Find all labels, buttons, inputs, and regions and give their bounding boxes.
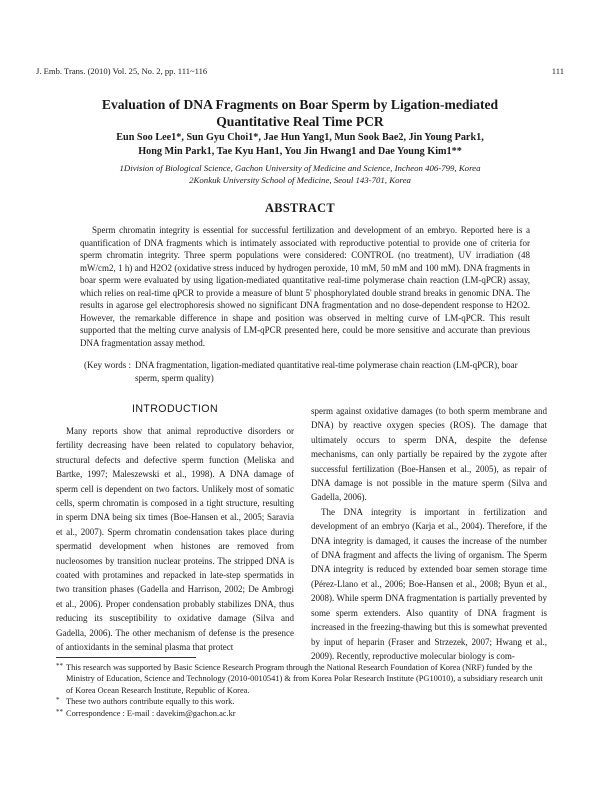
intro-paragraph: Many reports show that animal reproductive disorders or fertility decreasing have been related to copulatory behavior, structural defects and defective sperm function (Meliska and Bartke, 1997; Maleszewski et al., 1998). A DNA damage of sperm cell is dependent on two factors. Unlikely most of somatic cells, sperm chromatin is composed in a tight structure, resulting in sperm DNA being six times (Boe-Hansen et al., 2005; Saravia et al., 2007). Sperm chromatin condensation takes place during spermatid development when histones are removed from nucleosomes by transition nuclear proteins. The stripped DNA is coated with protamines and repacked in late-step spermatids in two transition phases (Gadella and Harrison, 2002; De Ambrogi et al., 2006). Proper condensation probably stabilizes DNA, thus reducing its susceptibility to oxidative damage (Silva and Gadella, 2006). The other mechanism of defense is the presence of antioxidants in the seminal plasma that protect bbox=[56, 426, 294, 653]
introduction-heading: INTRODUCTION bbox=[131, 403, 218, 415]
title-line-2: Quantitative Real Time PCR bbox=[216, 114, 384, 129]
footnote-mark: ** bbox=[56, 707, 63, 716]
keywords-text: DNA fragmentation, ligation-mediated quantitative real-time polymerase chain reaction (LM-qPCR), boar sperm, sperm quality) bbox=[135, 360, 518, 383]
title-line-1: Evaluation of DNA Fragments on Boar Sperm by Ligation-mediated bbox=[101, 97, 499, 112]
running-header bbox=[36, 66, 564, 78]
affiliation-1: 1Division of Biological Science, Gachon University of Medicine and Science, Incheon 406-799, Korea bbox=[119, 163, 481, 173]
right-column bbox=[311, 404, 547, 663]
keywords bbox=[80, 359, 530, 384]
footnotes bbox=[56, 662, 546, 719]
abstract-body bbox=[80, 224, 530, 349]
footnote-text: Correspondence : E-mail : davekim@gachon.ac.kr bbox=[66, 708, 236, 718]
footnote-mark: ** bbox=[56, 662, 63, 670]
paper-title bbox=[40, 96, 560, 130]
intro-paragraph: The DNA integrity is important in fertilization and development of an embryo (Karja et al., 2004). Therefore, if the DNA integrity is damaged, it causes the increase of the number of DNA fragment and affects the living of organism. The Sperm DNA integrity is reduced by extended boar semen storage time (Pérez-Llano et al., 2006; Boe-Hansen et al., 2008; Byun et al., 2008). While sperm DNA fragmentation is partially prevented by some sperm extenders. Also quantity of DNA fragment is increased in the freezing-thawing but this is somewhat prevented by input of heparin (Fraser and Strzezek, 2007; Hwang et al., 2009). Recently, reproductive molecular biology is com- bbox=[311, 506, 547, 661]
footnote-divider bbox=[56, 657, 196, 658]
affiliations bbox=[40, 163, 560, 186]
keywords-label: (Key words : bbox=[84, 360, 131, 370]
footnote bbox=[56, 696, 546, 707]
affiliation-2: 2Konkuk University School of Medicine, Seoul 143-701, Korea bbox=[189, 174, 411, 185]
author-list bbox=[40, 131, 560, 159]
footnote-mark: * bbox=[56, 696, 60, 705]
authors-line-1: Eun Soo Lee1*, Sun Gyu Choi1*, Jae Hun Yang1, Mun Sook Bae2, Jin Young Park1, bbox=[116, 132, 484, 143]
footnote-text: This research was supported by Basic Science Research Program through the National Research Foundation of Korea (NRF) funded by the Ministry of Education, Science and Technology (2010-0010541) & from Korea Polar Research Institute (PG10010), a subsidiary research unit of Korea Ocean Research Institute, Republic of Korea. bbox=[66, 663, 543, 695]
page-number: 111 bbox=[551, 66, 564, 76]
footnote-text: These two authors contribute equally to this work. bbox=[66, 697, 235, 707]
authors-line-2: Hong Min Park1, Tae Kyu Han1, You Jin Hwang1 and Dae Young Kim1** bbox=[138, 146, 462, 157]
footnote bbox=[56, 708, 546, 719]
abstract-heading: ABSTRACT bbox=[265, 201, 335, 215]
abstract-text: Sperm chromatin integrity is essential for successful fertilization and development of an embryo. Reported here is a quantification of DNA fragments which is intimately associated with reproductive potential to provide one of criteria for sperm chromatin integrity. Three sperm populations were considered: CONTROL (no treatment), UV irradiation (48 mW/cm2, 1 h) and H2O2 (oxidative stress induced by hydrogen peroxide, 10 mM, 50 mM and 100 mM). DNA fragments in boar sperm were evaluated by using ligation-mediated quantitative real-time polymerase chain reaction (LM-qPCR) assay, which relies on real-time qPCR to provide a measure of blunt 5' phosphorylated double strand breaks in genomic DNA. The results in agarose gel electrophoresis showed no significant DNA fragmentation and no dose-dependent response to H2O2. However, the remarkable difference in shape and position was observed in melting curve of LM-qPCR. This result supported that the melting curve analysis of LM-qPCR presented here, could be more sensitive and accurate than previous DNA fragmentation assay method. bbox=[80, 225, 530, 348]
intro-paragraph: sperm against oxidative damages (to both sperm membrane and DNA) by reactive oxygen species (ROS). The damage that ultimately occurs to sperm DNA, despite the defense mechanisms, can only partially be repaired by the zygote after successful fertilization (Boe-Hansen et al., 2005), as repair of DNA damage is not possible in the mature sperm (Silva and Gadella, 2006). bbox=[311, 406, 547, 503]
journal-citation: J. Emb. Trans. (2010) Vol. 25, No. 2, pp. 111~116 bbox=[36, 66, 208, 76]
footnote bbox=[56, 662, 546, 696]
left-column bbox=[56, 402, 294, 655]
